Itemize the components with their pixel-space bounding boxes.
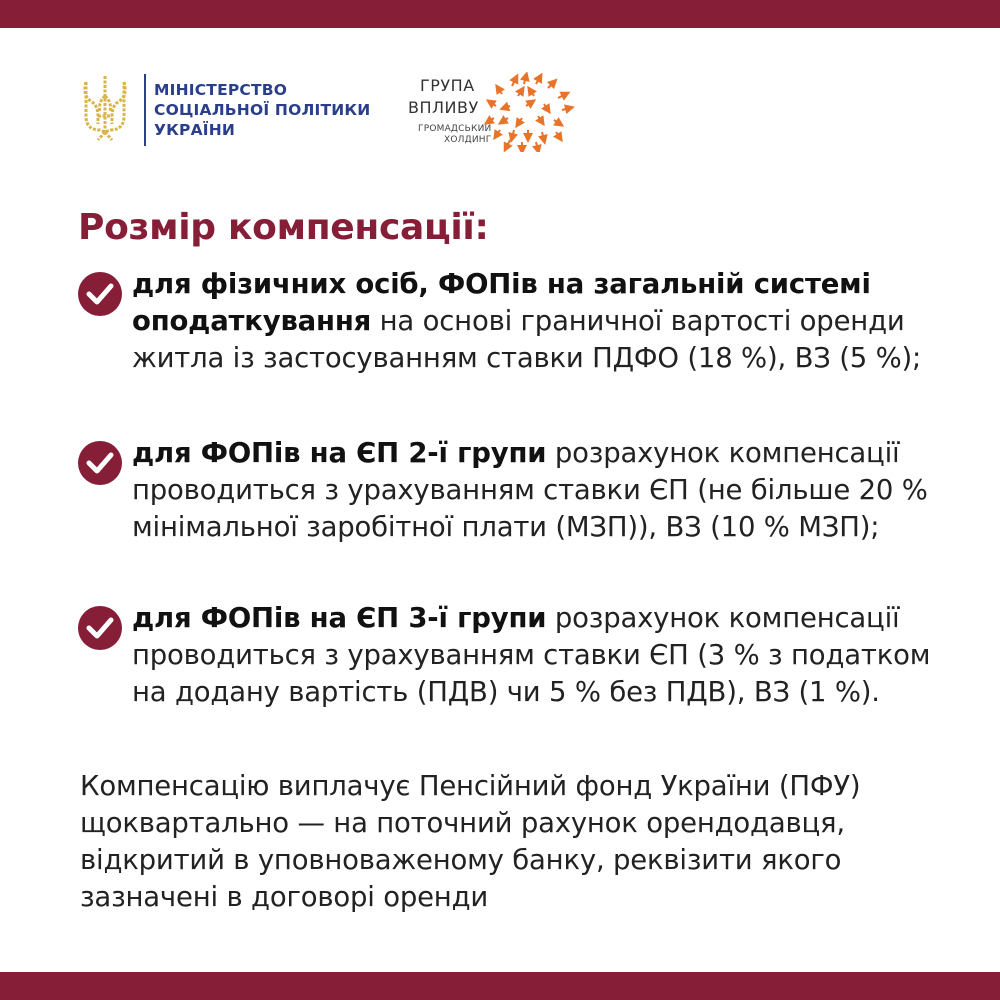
checkmark-icon: [78, 606, 122, 650]
list-item-bold: для ФОПів на ЄП 2-ї групи: [132, 437, 547, 469]
list-item-text: [132, 600, 938, 711]
ministry-line-1: МІНІСТЕРСТВО: [154, 81, 288, 99]
group-line-2: ВПЛИВУ: [408, 98, 479, 117]
list-item-bold: для фізичних осіб, ФОПів на загальній системі оподаткування: [132, 268, 871, 337]
logo-divider: [144, 74, 146, 146]
list-item: [78, 435, 938, 546]
ministry-line-2: СОЦІАЛЬНОЇ ПОЛІТИКИ: [154, 101, 371, 119]
page-title: Розмір компенсації:: [78, 207, 489, 248]
list-item-text: [132, 435, 938, 546]
arrows-icon: [482, 72, 576, 152]
checkmark-icon: [78, 441, 122, 485]
trident-icon: [78, 72, 132, 148]
ministry-line-3: УКРАЇНИ: [154, 121, 236, 139]
list-item-body: розрахунок компенсації проводиться з урахуванням ставки ЄП (не більше 20 % мінімальної заробітної плати (МЗП)), ВЗ (10 % МЗП);: [132, 437, 928, 543]
list-item: [78, 266, 938, 377]
list-item-bold: для ФОПів на ЄП 3-ї групи: [132, 602, 547, 634]
bottom-band: [0, 972, 1000, 1000]
top-band: [0, 0, 1000, 28]
list-item-body: на основі граничної вартості оренди житла із застосуванням ставки ПДФО (18 %), ВЗ (5 %);: [132, 305, 922, 374]
ministry-logo: [78, 72, 370, 148]
group-line-1: ГРУПА: [420, 76, 475, 95]
checkmark-icon: [78, 272, 122, 316]
ministry-name: [154, 80, 370, 140]
list-item-body: розрахунок компенсації проводиться з урахуванням ставки ЄП (3 % з податком на додану вартість (ПДВ) чи 5 % без ПДВ), ВЗ (1 %).: [132, 602, 931, 708]
list-item-text: [132, 266, 938, 377]
list-item: [78, 600, 938, 711]
closing-paragraph: Компенсацію виплачує Пенсійний фонд України (ПФУ) щоквартально — на поточний рахунок орендодавця, відкритий в уповноваженому банку, реквізити якого зазначені в договорі оренди: [80, 770, 861, 913]
group-line-3: ГРОМАДСЬКИЙ: [418, 124, 492, 134]
group-logo: [404, 72, 574, 152]
group-line-4: ХОЛДИНГ: [444, 135, 492, 145]
